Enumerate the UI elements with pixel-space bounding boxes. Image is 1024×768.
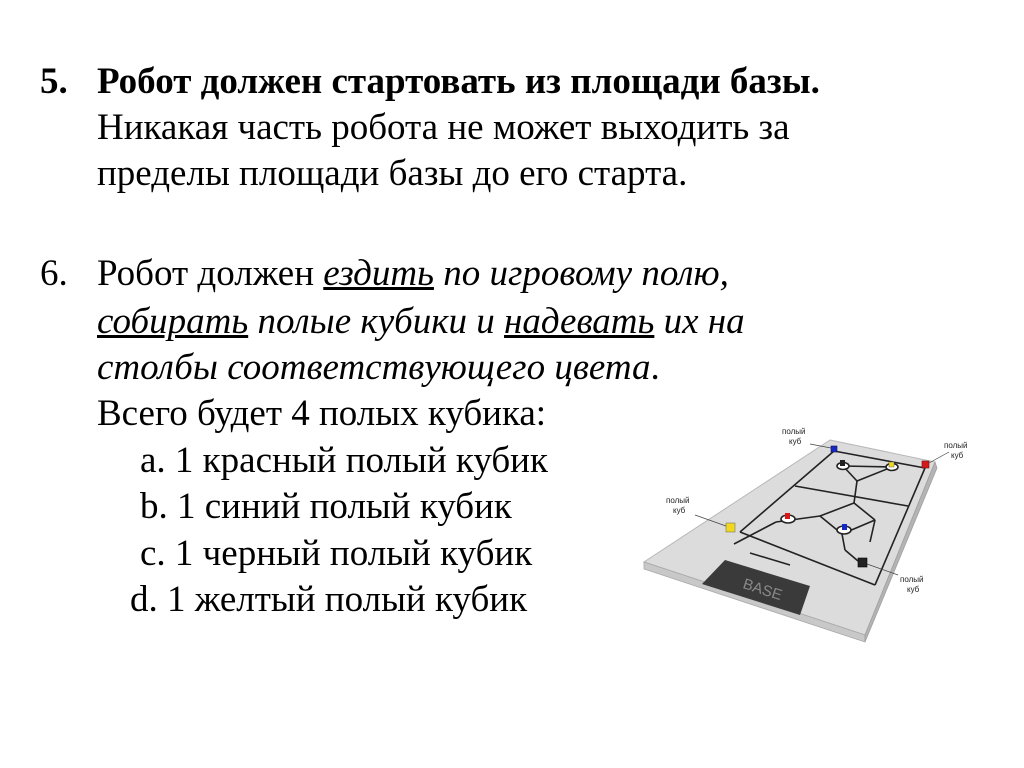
black-post [840,460,845,466]
item-6-number: 6. [40,253,68,294]
item-5-text-line-2: Никакая часть робота не может выходить за [97,107,790,148]
item-6-italic-text: полые кубики и [248,301,505,342]
list-item: b. 1 синий полый кубик [140,486,512,527]
callout-label: куб [951,451,964,460]
keyword-collect: собирать [97,301,249,342]
blue-hollow-cube [831,446,837,452]
item-5-heading: Робот должен стартовать из площади базы. [97,61,820,102]
item-6-text: Робот должен [97,253,324,294]
list-item: a. 1 красный полый кубик [140,440,548,481]
callout-label: полый [666,496,690,505]
item-6-italic-text: столбы соответствующего цвета [97,347,651,388]
item-6-italic-text: их на [654,301,745,342]
list-item: c. 1 черный полый кубик [140,533,533,574]
callout-label: куб [789,437,802,446]
item-6-line-4: Всего будет 4 полых кубика: [97,393,547,434]
callout-label: полый [782,427,806,436]
blue-post [842,524,847,530]
item-6-italic-text: по игровому полю, [433,253,729,294]
callout-label: куб [673,506,686,515]
keyword-put-on: надевать [504,301,655,342]
red-hollow-cube [922,461,929,468]
item-6-period: . [650,347,660,388]
item-5-text-line-3: пределы площади базы до его старта. [97,153,688,194]
callout-label: куб [907,585,920,594]
yellow-hollow-cube [726,523,735,532]
black-hollow-cube [858,558,867,567]
item-6-line-2 [97,298,745,345]
callout-label: полый [944,441,968,450]
item-6-line-1 [97,250,729,297]
game-field-illustration [630,420,1020,650]
callout-label: полый [900,575,924,584]
list-item: d. 1 желтый полый кубик [130,579,528,620]
keyword-drive: ездить [323,253,434,294]
yellow-post [889,462,894,467]
red-post [785,513,790,519]
item-5-number: 5. [40,61,68,102]
item-6-line-3 [97,344,660,391]
base-label: BASE [740,575,785,605]
